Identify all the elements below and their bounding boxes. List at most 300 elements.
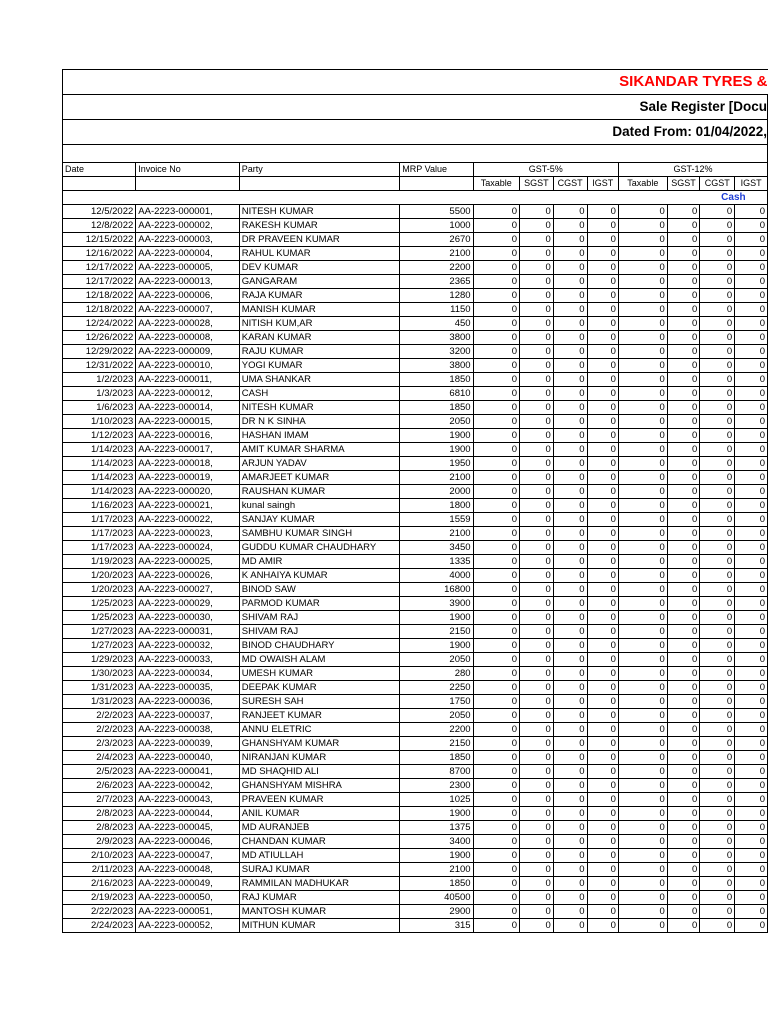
cell-tax-value: 0 — [618, 807, 667, 821]
cell-invoice: AA-2223-000003, — [136, 233, 240, 247]
cell-tax-value: 0 — [618, 681, 667, 695]
cell-invoice: AA-2223-000029, — [136, 597, 240, 611]
cell-tax-value: 0 — [700, 261, 735, 275]
cell-tax-value: 0 — [520, 779, 554, 793]
table-row — [63, 331, 768, 345]
table-row — [63, 275, 768, 289]
cell-tax-value: 0 — [667, 765, 700, 779]
cell-tax-value: 0 — [700, 359, 735, 373]
cell-mrp-value: 2100 — [400, 527, 473, 541]
cell-tax-value: 0 — [587, 331, 618, 345]
cell-tax-value: 0 — [700, 513, 735, 527]
cell-tax-value: 0 — [700, 849, 735, 863]
cell-tax-value: 0 — [667, 835, 700, 849]
cell-tax-value: 0 — [473, 499, 520, 513]
cell-tax-value: 0 — [667, 597, 700, 611]
cell-tax-value: 0 — [553, 569, 587, 583]
cell-tax-value: 0 — [520, 765, 554, 779]
cell-tax-value: 0 — [667, 583, 700, 597]
cell-invoice: AA-2223-000025, — [136, 555, 240, 569]
cell-tax-value: 0 — [735, 289, 768, 303]
table-row — [63, 639, 768, 653]
cell-invoice: AA-2223-000008, — [136, 331, 240, 345]
cell-tax-value: 0 — [618, 499, 667, 513]
cell-tax-value: 0 — [520, 457, 554, 471]
cell-tax-value: 0 — [553, 611, 587, 625]
cell-tax-value: 0 — [473, 555, 520, 569]
cell-tax-value: 0 — [553, 359, 587, 373]
cell-tax-value: 0 — [700, 569, 735, 583]
cell-mrp-value: 280 — [400, 667, 473, 681]
cell-mrp-value: 2100 — [400, 863, 473, 877]
cell-tax-value: 0 — [667, 849, 700, 863]
cell-tax-value: 0 — [618, 751, 667, 765]
cell-tax-value: 0 — [520, 653, 554, 667]
cell-tax-value: 0 — [587, 695, 618, 709]
cell-tax-value: 0 — [520, 835, 554, 849]
cell-date: 1/25/2023 — [63, 611, 136, 625]
cell-tax-value: 0 — [553, 415, 587, 429]
cell-tax-value: 0 — [587, 401, 618, 415]
cell-tax-value: 0 — [473, 387, 520, 401]
cell-tax-value: 0 — [618, 219, 667, 233]
cell-tax-value: 0 — [700, 415, 735, 429]
cell-tax-value: 0 — [735, 373, 768, 387]
cell-date: 12/26/2022 — [63, 331, 136, 345]
cell-party: CASH — [239, 387, 400, 401]
cell-tax-value: 0 — [520, 219, 554, 233]
cell-tax-value: 0 — [473, 359, 520, 373]
cell-tax-value: 0 — [520, 793, 554, 807]
cell-date: 1/10/2023 — [63, 415, 136, 429]
cell-date: 2/2/2023 — [63, 723, 136, 737]
cell-tax-value: 0 — [520, 807, 554, 821]
cell-invoice: AA-2223-000022, — [136, 513, 240, 527]
cell-date: 1/14/2023 — [63, 443, 136, 457]
cell-date: 2/3/2023 — [63, 737, 136, 751]
report-title: Sale Register [Docu — [63, 95, 768, 120]
cell-tax-value: 0 — [618, 653, 667, 667]
cell-party: KARAN KUMAR — [239, 331, 400, 345]
cell-tax-value: 0 — [473, 653, 520, 667]
cell-tax-value: 0 — [667, 345, 700, 359]
cell-mrp-value: 1900 — [400, 611, 473, 625]
cell-date: 1/27/2023 — [63, 639, 136, 653]
date-range: Dated From: 01/04/2022, — [63, 120, 768, 145]
cell-tax-value: 0 — [735, 611, 768, 625]
cell-tax-value: 0 — [553, 289, 587, 303]
cell-tax-value: 0 — [735, 891, 768, 905]
cell-mrp-value: 3400 — [400, 835, 473, 849]
cell-date: 1/19/2023 — [63, 555, 136, 569]
cell-tax-value: 0 — [587, 723, 618, 737]
cell-tax-value: 0 — [735, 681, 768, 695]
cell-tax-value: 0 — [618, 877, 667, 891]
cell-tax-value: 0 — [587, 457, 618, 471]
cell-mrp-value: 2300 — [400, 779, 473, 793]
cell-party: YOGI KUMAR — [239, 359, 400, 373]
cell-tax-value: 0 — [553, 821, 587, 835]
cell-date: 2/11/2023 — [63, 863, 136, 877]
cell-tax-value: 0 — [587, 891, 618, 905]
cell-mrp-value: 1900 — [400, 849, 473, 863]
cell-invoice: AA-2223-000016, — [136, 429, 240, 443]
cell-tax-value: 0 — [473, 485, 520, 499]
cell-tax-value: 0 — [553, 387, 587, 401]
cell-tax-value: 0 — [667, 359, 700, 373]
cell-tax-value: 0 — [520, 499, 554, 513]
cell-tax-value: 0 — [520, 331, 554, 345]
cell-tax-value: 0 — [667, 331, 700, 345]
cell-tax-value: 0 — [618, 569, 667, 583]
cell-invoice: AA-2223-000027, — [136, 583, 240, 597]
cell-tax-value: 0 — [473, 877, 520, 891]
cell-mrp-value: 1280 — [400, 289, 473, 303]
cell-party: K ANHAIYA KUMAR — [239, 569, 400, 583]
cell-tax-value: 0 — [618, 387, 667, 401]
cell-tax-value: 0 — [587, 415, 618, 429]
cell-tax-value: 0 — [700, 737, 735, 751]
cell-invoice: AA-2223-000043, — [136, 793, 240, 807]
cell-date: 12/8/2022 — [63, 219, 136, 233]
cell-tax-value: 0 — [700, 709, 735, 723]
cell-tax-value: 0 — [700, 317, 735, 331]
cell-invoice: AA-2223-000017, — [136, 443, 240, 457]
cell-tax-value: 0 — [520, 569, 554, 583]
cell-tax-value: 0 — [735, 765, 768, 779]
cell-party: ANNU ELETRIC — [239, 723, 400, 737]
cell-invoice: AA-2223-000032, — [136, 639, 240, 653]
cell-tax-value: 0 — [553, 261, 587, 275]
cell-mrp-value: 2100 — [400, 471, 473, 485]
cell-tax-value: 0 — [618, 541, 667, 555]
cell-tax-value: 0 — [473, 429, 520, 443]
cell-tax-value: 0 — [735, 597, 768, 611]
cell-tax-value: 0 — [553, 877, 587, 891]
table-row — [63, 821, 768, 835]
cell-mrp-value: 2100 — [400, 247, 473, 261]
cell-tax-value: 0 — [587, 429, 618, 443]
cell-invoice: AA-2223-000013, — [136, 275, 240, 289]
cell-tax-value: 0 — [587, 499, 618, 513]
cell-invoice: AA-2223-000006, — [136, 289, 240, 303]
cell-tax-value: 0 — [618, 527, 667, 541]
cell-tax-value: 0 — [700, 863, 735, 877]
cell-tax-value: 0 — [520, 597, 554, 611]
cell-tax-value: 0 — [735, 835, 768, 849]
cell-tax-value: 0 — [520, 891, 554, 905]
cell-tax-value: 0 — [587, 667, 618, 681]
cell-tax-value: 0 — [553, 345, 587, 359]
cell-tax-value: 0 — [473, 891, 520, 905]
cell-mrp-value: 1850 — [400, 751, 473, 765]
cell-tax-value: 0 — [735, 345, 768, 359]
cell-date: 2/10/2023 — [63, 849, 136, 863]
cell-tax-value: 0 — [700, 779, 735, 793]
cell-tax-value: 0 — [473, 765, 520, 779]
cell-mrp-value: 1000 — [400, 219, 473, 233]
cell-invoice: AA-2223-000039, — [136, 737, 240, 751]
cell-tax-value: 0 — [667, 513, 700, 527]
cell-tax-value: 0 — [473, 205, 520, 219]
cell-tax-value: 0 — [618, 457, 667, 471]
cell-tax-value: 0 — [520, 541, 554, 555]
cell-tax-value: 0 — [618, 415, 667, 429]
cell-date: 2/22/2023 — [63, 905, 136, 919]
cell-tax-value: 0 — [667, 555, 700, 569]
cell-tax-value: 0 — [735, 807, 768, 821]
cell-mrp-value: 450 — [400, 317, 473, 331]
cell-tax-value: 0 — [700, 401, 735, 415]
group-spacer — [63, 191, 700, 205]
cell-mrp-value: 1900 — [400, 443, 473, 457]
cell-tax-value: 0 — [667, 387, 700, 401]
cell-tax-value: 0 — [735, 821, 768, 835]
cell-tax-value: 0 — [700, 583, 735, 597]
cell-tax-value: 0 — [667, 877, 700, 891]
cell-tax-value: 0 — [618, 513, 667, 527]
cell-mrp-value: 1900 — [400, 807, 473, 821]
cell-tax-value: 0 — [587, 205, 618, 219]
table-row — [63, 485, 768, 499]
table-row — [63, 555, 768, 569]
cell-tax-value: 0 — [520, 821, 554, 835]
col-header-igst: IGST — [587, 177, 618, 191]
cell-tax-value: 0 — [520, 513, 554, 527]
cell-tax-value: 0 — [587, 541, 618, 555]
cell-mrp-value: 1750 — [400, 695, 473, 709]
cell-date: 1/6/2023 — [63, 401, 136, 415]
cell-tax-value: 0 — [473, 457, 520, 471]
cell-invoice: AA-2223-000019, — [136, 471, 240, 485]
cell-tax-value: 0 — [473, 443, 520, 457]
cell-party: MANTOSH KUMAR — [239, 905, 400, 919]
cell-tax-value: 0 — [735, 723, 768, 737]
cell-mrp-value: 1850 — [400, 401, 473, 415]
cell-tax-value: 0 — [473, 919, 520, 933]
cell-invoice: AA-2223-000023, — [136, 527, 240, 541]
cell-tax-value: 0 — [553, 807, 587, 821]
cell-date: 12/29/2022 — [63, 345, 136, 359]
table-row — [63, 317, 768, 331]
cell-tax-value: 0 — [520, 555, 554, 569]
cell-tax-value: 0 — [735, 919, 768, 933]
cell-tax-value: 0 — [618, 793, 667, 807]
cell-tax-value: 0 — [735, 205, 768, 219]
cell-date: 1/17/2023 — [63, 513, 136, 527]
cell-invoice: AA-2223-000005, — [136, 261, 240, 275]
cell-invoice: AA-2223-000026, — [136, 569, 240, 583]
cell-tax-value: 0 — [473, 681, 520, 695]
cell-party: MD AMIR — [239, 555, 400, 569]
table-row — [63, 219, 768, 233]
cell-tax-value: 0 — [618, 373, 667, 387]
cell-tax-value: 0 — [700, 597, 735, 611]
cell-date: 1/14/2023 — [63, 457, 136, 471]
cell-party: SURAJ KUMAR — [239, 863, 400, 877]
cell-party: PARMOD KUMAR — [239, 597, 400, 611]
cell-party: RAJ KUMAR — [239, 891, 400, 905]
cell-party: BINOD SAW — [239, 583, 400, 597]
cell-tax-value: 0 — [700, 807, 735, 821]
cell-tax-value: 0 — [520, 443, 554, 457]
cell-tax-value: 0 — [667, 289, 700, 303]
cell-party: PRAVEEN KUMAR — [239, 793, 400, 807]
cell-date: 1/30/2023 — [63, 667, 136, 681]
cell-tax-value: 0 — [700, 387, 735, 401]
cell-tax-value: 0 — [735, 513, 768, 527]
table-row — [63, 345, 768, 359]
cell-tax-value: 0 — [553, 373, 587, 387]
cell-mrp-value: 2200 — [400, 723, 473, 737]
cell-tax-value: 0 — [735, 737, 768, 751]
cell-tax-value: 0 — [520, 373, 554, 387]
cell-tax-value: 0 — [735, 709, 768, 723]
cell-tax-value: 0 — [553, 835, 587, 849]
cell-tax-value: 0 — [735, 275, 768, 289]
cell-tax-value: 0 — [473, 373, 520, 387]
cell-tax-value: 0 — [587, 681, 618, 695]
cell-tax-value: 0 — [735, 415, 768, 429]
cell-tax-value: 0 — [587, 247, 618, 261]
cell-tax-value: 0 — [520, 583, 554, 597]
company-name: SIKANDAR TYRES & — [63, 70, 768, 95]
cell-tax-value: 0 — [667, 401, 700, 415]
cell-tax-value: 0 — [667, 275, 700, 289]
cell-tax-value: 0 — [473, 471, 520, 485]
table-row — [63, 247, 768, 261]
cell-mrp-value: 2150 — [400, 625, 473, 639]
table-row — [63, 765, 768, 779]
cell-tax-value: 0 — [700, 275, 735, 289]
cell-tax-value: 0 — [667, 639, 700, 653]
cell-tax-value: 0 — [520, 485, 554, 499]
cell-mrp-value: 2900 — [400, 905, 473, 919]
cell-tax-value: 0 — [520, 429, 554, 443]
cell-tax-value: 0 — [700, 345, 735, 359]
cell-party: SHIVAM RAJ — [239, 625, 400, 639]
cell-party: MD SHAQHID ALI — [239, 765, 400, 779]
cell-tax-value: 0 — [700, 429, 735, 443]
cell-mrp-value: 3450 — [400, 541, 473, 555]
cell-invoice: AA-2223-000035, — [136, 681, 240, 695]
cell-tax-value: 0 — [667, 611, 700, 625]
cell-tax-value: 0 — [667, 863, 700, 877]
cell-tax-value: 0 — [618, 303, 667, 317]
header-spacer — [63, 177, 136, 191]
cell-tax-value: 0 — [618, 905, 667, 919]
cell-tax-value: 0 — [667, 443, 700, 457]
cell-party: kunal saingh — [239, 499, 400, 513]
cell-tax-value: 0 — [735, 331, 768, 345]
cell-tax-value: 0 — [473, 821, 520, 835]
cell-invoice: AA-2223-000009, — [136, 345, 240, 359]
cell-tax-value: 0 — [587, 317, 618, 331]
cell-tax-value: 0 — [473, 709, 520, 723]
cell-tax-value: 0 — [553, 303, 587, 317]
col-header-igst: IGST — [735, 177, 768, 191]
cell-party: DR PRAVEEN KUMAR — [239, 233, 400, 247]
table-row — [63, 667, 768, 681]
cell-party: RAJA KUMAR — [239, 289, 400, 303]
cell-tax-value: 0 — [587, 709, 618, 723]
cell-tax-value: 0 — [587, 485, 618, 499]
cell-tax-value: 0 — [587, 345, 618, 359]
cell-tax-value: 0 — [667, 653, 700, 667]
cell-tax-value: 0 — [667, 541, 700, 555]
cell-tax-value: 0 — [587, 821, 618, 835]
cell-tax-value: 0 — [735, 849, 768, 863]
cell-mrp-value: 2000 — [400, 485, 473, 499]
cell-tax-value: 0 — [553, 555, 587, 569]
cell-tax-value: 0 — [473, 905, 520, 919]
col-header-date: Date — [63, 163, 136, 177]
cell-invoice: AA-2223-000024, — [136, 541, 240, 555]
cell-tax-value: 0 — [553, 639, 587, 653]
table-row — [63, 891, 768, 905]
cell-tax-value: 0 — [700, 471, 735, 485]
cell-tax-value: 0 — [700, 443, 735, 457]
cell-tax-value: 0 — [587, 373, 618, 387]
cell-invoice: AA-2223-000010, — [136, 359, 240, 373]
cell-date: 12/24/2022 — [63, 317, 136, 331]
cell-date: 1/20/2023 — [63, 569, 136, 583]
table-row — [63, 527, 768, 541]
cell-tax-value: 0 — [667, 317, 700, 331]
cell-party: RAMMILAN MADHUKAR — [239, 877, 400, 891]
cell-tax-value: 0 — [618, 723, 667, 737]
cell-tax-value: 0 — [618, 583, 667, 597]
cell-date: 12/18/2022 — [63, 289, 136, 303]
cell-tax-value: 0 — [618, 345, 667, 359]
cell-party: SAMBHU KUMAR SINGH — [239, 527, 400, 541]
cell-tax-value: 0 — [587, 555, 618, 569]
cell-tax-value: 0 — [667, 499, 700, 513]
cell-tax-value: 0 — [700, 821, 735, 835]
cell-invoice: AA-2223-000045, — [136, 821, 240, 835]
cell-tax-value: 0 — [520, 261, 554, 275]
cell-party: SHIVAM RAJ — [239, 611, 400, 625]
cell-tax-value: 0 — [700, 695, 735, 709]
cell-tax-value: 0 — [667, 429, 700, 443]
cell-tax-value: 0 — [520, 345, 554, 359]
cell-tax-value: 0 — [735, 779, 768, 793]
cell-tax-value: 0 — [667, 919, 700, 933]
cell-tax-value: 0 — [735, 443, 768, 457]
cell-mrp-value: 1335 — [400, 555, 473, 569]
cell-tax-value: 0 — [520, 919, 554, 933]
cell-tax-value: 0 — [667, 415, 700, 429]
cell-tax-value: 0 — [700, 555, 735, 569]
cell-tax-value: 0 — [473, 527, 520, 541]
cell-tax-value: 0 — [700, 247, 735, 261]
cell-tax-value: 0 — [618, 919, 667, 933]
cell-tax-value: 0 — [587, 303, 618, 317]
table-row — [63, 373, 768, 387]
cell-tax-value: 0 — [667, 205, 700, 219]
cell-tax-value: 0 — [735, 653, 768, 667]
cell-date: 12/17/2022 — [63, 275, 136, 289]
cell-tax-value: 0 — [587, 751, 618, 765]
cell-tax-value: 0 — [735, 485, 768, 499]
cell-tax-value: 0 — [520, 359, 554, 373]
cell-tax-value: 0 — [618, 331, 667, 345]
cell-date: 2/16/2023 — [63, 877, 136, 891]
cell-mrp-value: 1559 — [400, 513, 473, 527]
cell-tax-value: 0 — [618, 765, 667, 779]
cell-tax-value: 0 — [735, 527, 768, 541]
table-row — [63, 835, 768, 849]
